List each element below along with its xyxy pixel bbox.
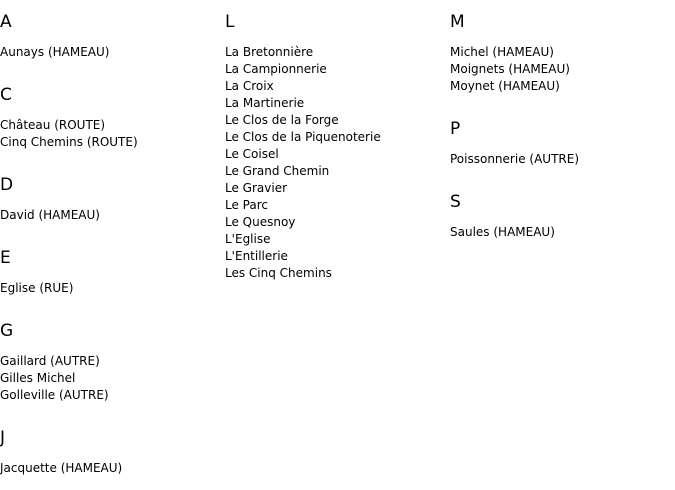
letter-group-l: [225, 12, 450, 282]
letter-group-s: [450, 192, 675, 241]
street-link[interactable]: Le Parc: [225, 198, 268, 212]
street-link[interactable]: La Martinerie: [225, 96, 305, 110]
index-column-2: [225, 0, 450, 282]
street-list: [0, 280, 225, 297]
street-link[interactable]: Cinq Chemins (ROUTE): [0, 135, 138, 149]
street-link[interactable]: La Campionnerie: [225, 62, 327, 76]
letter-group-e: [0, 248, 225, 297]
street-link[interactable]: Gilles Michel: [0, 371, 76, 385]
letter-heading: D: [0, 175, 14, 195]
street-list: [0, 44, 225, 61]
street-list: [0, 207, 225, 224]
letter-heading: P: [450, 119, 461, 139]
letter-group-m: [450, 12, 675, 95]
street-link[interactable]: Eglise (RUE): [0, 281, 74, 295]
street-list: [450, 44, 675, 95]
street-link[interactable]: Moynet (HAMEAU): [450, 79, 560, 93]
street-list: [0, 353, 225, 404]
street-link[interactable]: David (HAMEAU): [0, 208, 100, 222]
letter-heading: M: [450, 12, 465, 32]
street-link[interactable]: L'Eglise: [225, 232, 271, 246]
street-link[interactable]: Le Clos de la Piquenoterie: [225, 130, 381, 144]
letter-heading: A: [0, 12, 12, 32]
street-link[interactable]: Le Coisel: [225, 147, 279, 161]
letter-heading: C: [0, 85, 12, 105]
letter-heading: G: [0, 321, 14, 341]
street-link[interactable]: Le Grand Chemin: [225, 164, 330, 178]
street-list: [225, 44, 450, 282]
letter-group-d: [0, 175, 225, 224]
street-link[interactable]: Moignets (HAMEAU): [450, 62, 570, 76]
letter-heading: L: [225, 12, 235, 32]
letter-group-g: [0, 321, 225, 404]
street-link[interactable]: Le Clos de la Forge: [225, 113, 339, 127]
street-link[interactable]: La Bretonnière: [225, 45, 314, 59]
letter-heading: J: [0, 428, 6, 448]
street-list: [0, 117, 225, 151]
letter-group-p: [450, 119, 675, 168]
street-link[interactable]: L'Entillerie: [225, 249, 288, 263]
street-link[interactable]: Aunays (HAMEAU): [0, 45, 110, 59]
street-link[interactable]: Saules (HAMEAU): [450, 225, 555, 239]
street-link[interactable]: Michel (HAMEAU): [450, 45, 554, 59]
letter-group-c: [0, 85, 225, 151]
street-list: [450, 224, 675, 241]
index-column-1: [0, 0, 225, 477]
letter-heading: S: [450, 192, 461, 212]
street-list: [0, 460, 225, 477]
index-column-3: [450, 0, 675, 241]
street-link[interactable]: Golleville (AUTRE): [0, 388, 109, 402]
letter-group-j: [0, 428, 225, 477]
street-link[interactable]: Jacquette (HAMEAU): [0, 461, 123, 475]
street-link[interactable]: Le Quesnoy: [225, 215, 296, 229]
street-list: [450, 151, 675, 168]
street-link[interactable]: Gaillard (AUTRE): [0, 354, 100, 368]
street-link[interactable]: Les Cinq Chemins: [225, 266, 332, 280]
street-link[interactable]: Le Gravier: [225, 181, 288, 195]
street-link[interactable]: La Croix: [225, 79, 274, 93]
letter-group-a: [0, 12, 225, 61]
letter-heading: E: [0, 248, 11, 268]
street-link[interactable]: Poissonnerie (AUTRE): [450, 152, 579, 166]
street-link[interactable]: Château (ROUTE): [0, 118, 106, 132]
